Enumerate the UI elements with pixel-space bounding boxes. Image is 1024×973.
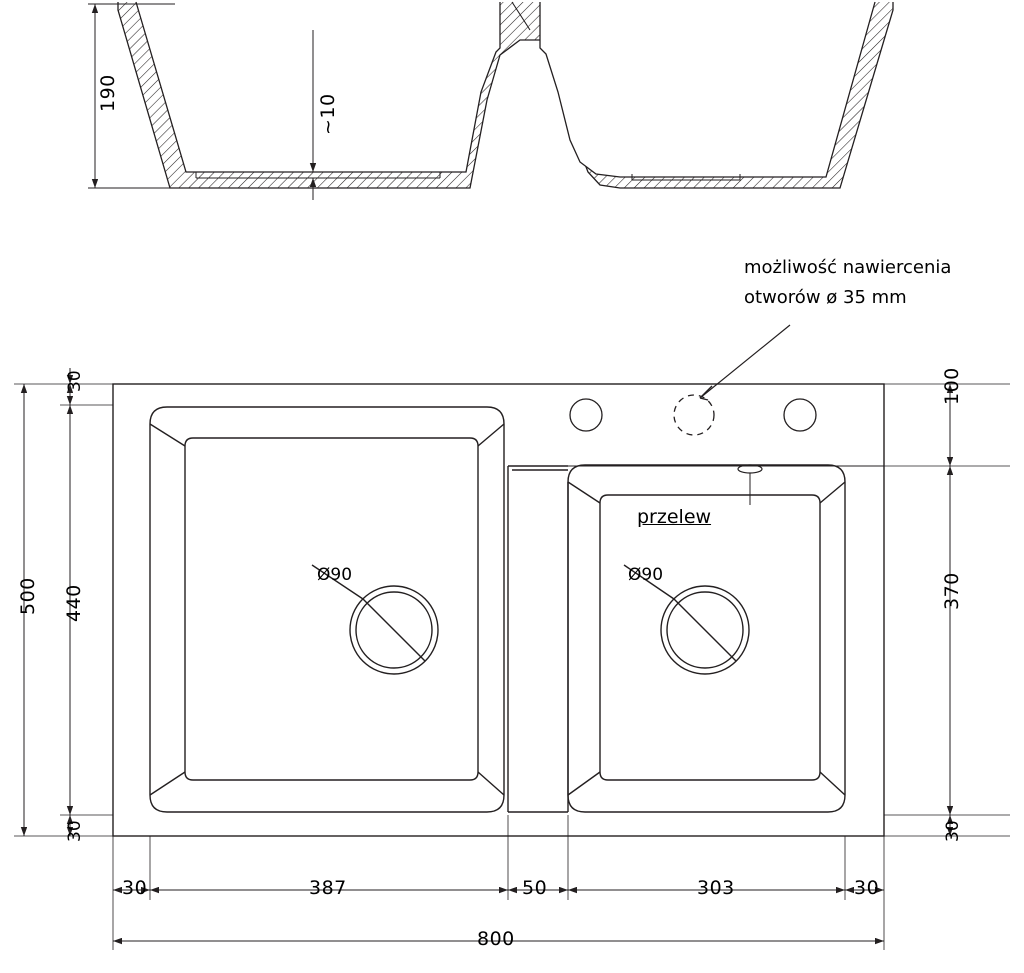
dim-label-800: 800 [477, 928, 515, 950]
dim-label-30-left-edge: 30 [122, 877, 148, 899]
dim-label-30-right: 30 [943, 820, 963, 842]
dim-label-50: 50 [522, 877, 548, 899]
note-leader [700, 325, 790, 400]
dim-label-100: 100 [941, 367, 963, 405]
tap-hole-right [784, 399, 816, 431]
dim-label-303: 303 [697, 877, 735, 899]
dim-label-wall-thickness: ~10 [317, 93, 339, 135]
dim-label-30-top-left: 30 [65, 370, 85, 392]
dim-label-500: 500 [17, 577, 39, 615]
dim-label-370: 370 [941, 572, 963, 610]
dim-label-190: 190 [97, 74, 119, 112]
dim-label-30-right-edge: 30 [854, 877, 880, 899]
optional-tap-hole [674, 395, 714, 435]
tap-hole-left [570, 399, 602, 431]
overflow-label: przelew [637, 506, 712, 528]
left-bowl [150, 407, 504, 812]
overflow-hole [738, 465, 762, 505]
bowl-divider [508, 466, 568, 812]
tap-holes-note-line1: możliwość nawiercenia [744, 257, 952, 278]
plan-extension-lines [14, 384, 1010, 950]
section-view-geometry [118, 2, 893, 188]
tap-holes-note-line2: otworów ø 35 mm [744, 287, 907, 308]
left-drain-diameter-label: Ø90 [317, 565, 353, 585]
dim-label-30-bottom-left: 30 [65, 820, 85, 842]
tap-holes [570, 395, 816, 435]
right-drain-diameter-label: Ø90 [628, 565, 664, 585]
plan-outline [113, 384, 884, 836]
dim-label-440: 440 [63, 584, 85, 622]
dim-label-387: 387 [309, 877, 347, 899]
